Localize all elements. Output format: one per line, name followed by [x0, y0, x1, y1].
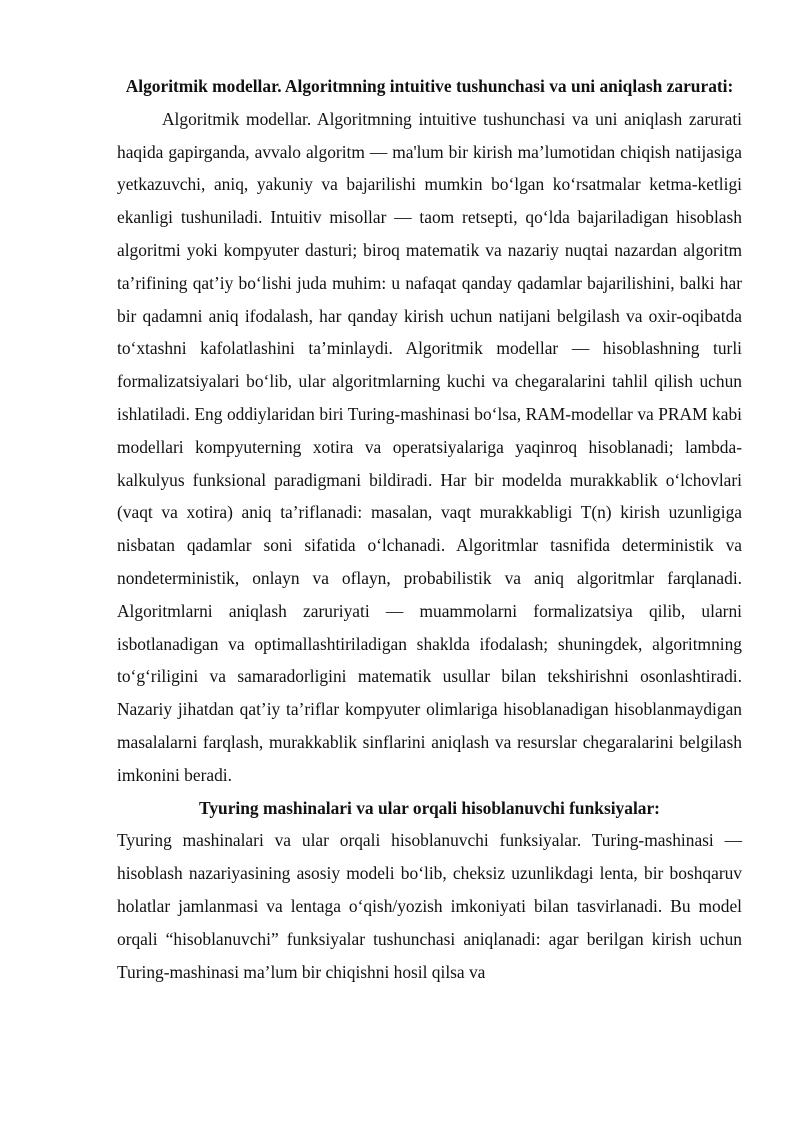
section-heading-turing-machines: Tyuring mashinalari va ular orqali hisoblanuvchi funksiyalar: [199, 797, 660, 818]
section-heading-algorithmic-models: Algoritmik modellar. Algoritmning intuitive tushunchasi va uni aniqlash zarurati: [125, 76, 734, 96]
paragraph-algorithmic-models: Algoritmik modellar. Algoritmning intuitive tushunchasi va uni aniqlash zarurati haqida gapirganda, avvalo algoritm — ma'lum bir kirish maʼlumotidan chiqish natijasiga yetkazuvchi, aniq, yakuniy va bajarilishi mumkin boʻlgan koʻrsatmalar ketma-ketligi ekanligi tushuniladi. Intuitiv misollar — taom retsepti, qoʻlda bajariladigan hisoblash algoritmi yoki kompyuter dasturi; biroq matematik va nazariy nuqtai nazardan algoritm taʼrifining qatʼiy boʻlishi juda muhim: u nafaqat qanday qadamlar bajarilishini, balki har bir qadamni aniq ifodalash, har qanday kirish uchun natijani belgilash va oxir-oqibatda toʻxtashni kafolatlashini taʼminlaydi. Algoritmik modellar — hisoblashning turli formalizatsiyalari boʻlib, ular algoritmlarning kuchi va chegaralarini tahlil qilish uchun ishlatiladi. Eng oddiylaridan biri Turing-mashinasi boʻlsa, RAM-modellar va PRAM kabi modellari kompyuterning xotira va operatsiyalariga yaqinroq hisoblanadi; lambda-kalkulyus funksional paradigmani bildiradi. Har bir modelda murakkablik oʻlchovlari (vaqt va xotira) aniq taʼriflanadi: masalan, vaqt murakkabligi T(n) kirish uzunligiga nisbatan qadamlar soni sifatida oʻlchanadi. Algoritmlar tasnifida deterministik va nondeterministik, onlayn va oflayn, probabilistik va aniq algoritmlar farqlanadi. Algoritmlarni aniqlash zaruriyati — muammolarni formalizatsiya qilib, ularni isbotlanadigan va optimallashtiriladigan shaklda ifodalash; shuningdek, algoritmning toʻgʻriligini va samaradorligini matematik usullar bilan tekshirishni osonlashtiradi. Nazariy jihatdan qatʼiy taʼriflar kompyuter olimlariga hisoblanadigan hisoblanmaydigan masalalarni farqlash, murakkablik sinflarini aniqlash va resurslar chegaralarini belgilash imkonini beradi. [117, 108, 742, 785]
paragraph-turing-machines: Tyuring mashinalari va ular orqali hisoblanuvchi funksiyalar. Turing-mashinasi — hisoblash nazariyasining asosiy modeli boʻlib, cheksiz uzunlikdagi lenta, bir boshqaruv holatlar jamlanmasi va lentaga oʻqish/yozish imkoniyati bilan tasvirlanadi. Bu model orqali “hisoblanuvchi” funksiyalar tushunchasi aniqlanadi: agar berilgan kirish uchun Turing-mashinasi maʼlum bir chiqishni hosil qilsa va [117, 830, 742, 982]
document-page [117, 70, 742, 988]
